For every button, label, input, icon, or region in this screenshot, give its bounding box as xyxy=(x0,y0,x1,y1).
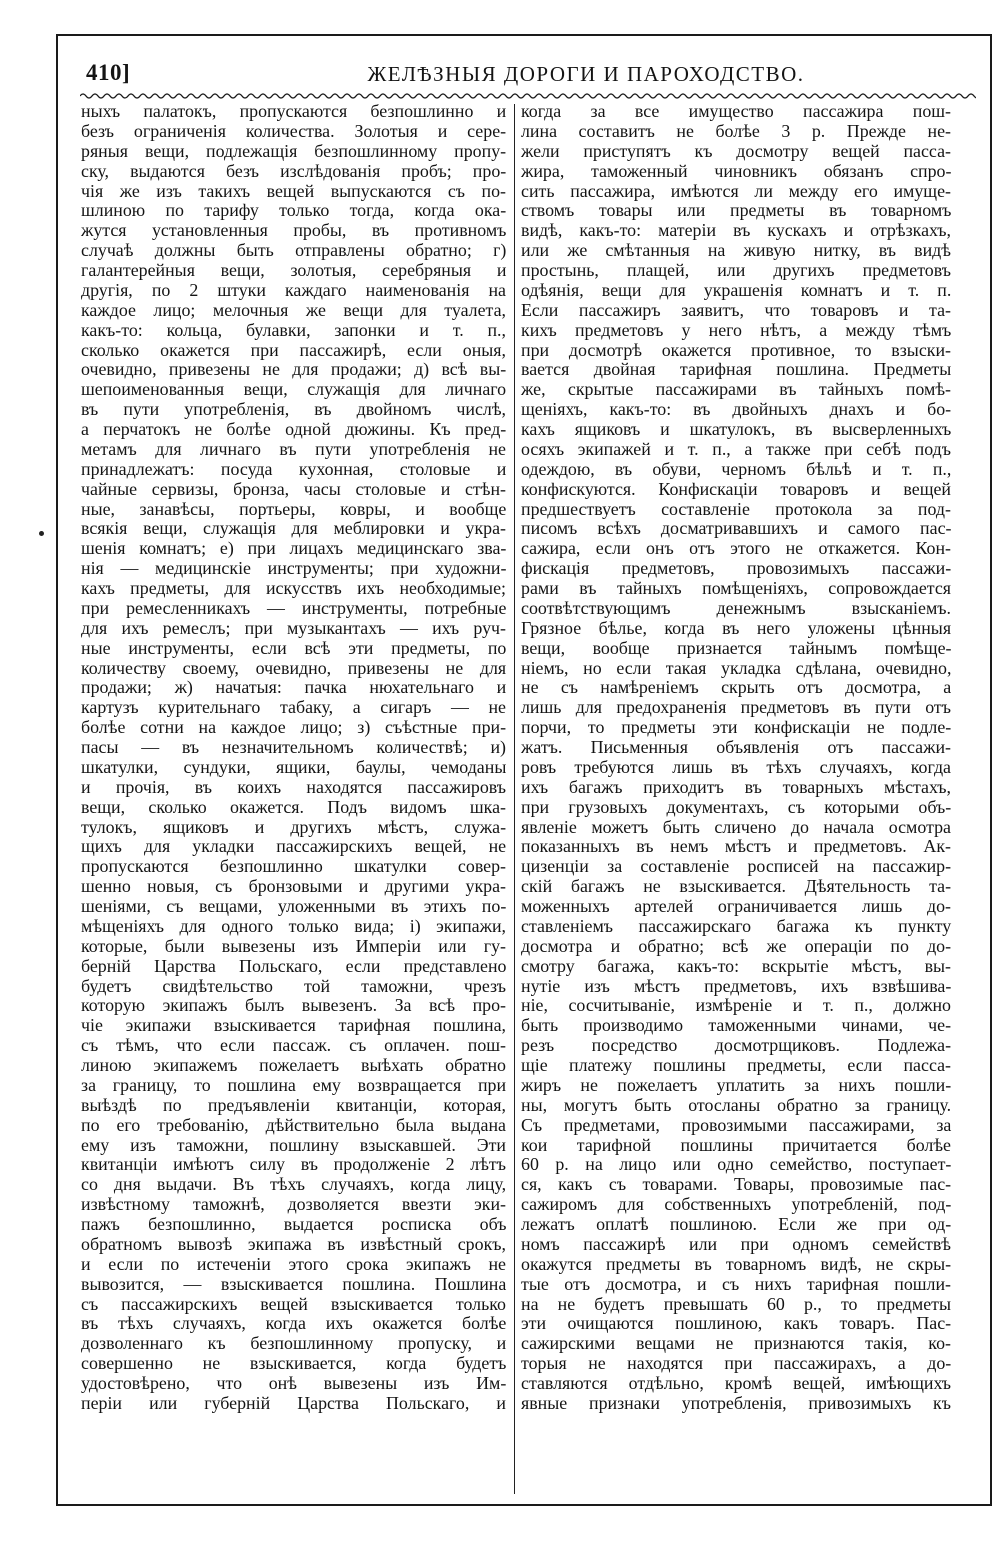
text-line: ніе, сосчитываніе, измѣреніе и т. п., должно xyxy=(521,995,951,1016)
text-line: ску, выдаются безъ изслѣдованія пробъ; про- xyxy=(81,160,507,181)
text-line: одѣянія, вещи для украшенія комнатъ и т. п. xyxy=(521,279,952,300)
text-line: 60 р. на лицо или одно семейство, поступает- xyxy=(521,1154,952,1175)
text-line: скій багажъ не взыскивается. Дѣятельность та- xyxy=(521,876,952,897)
text-line: щіе платежу пошлины предметы, если пасса- xyxy=(521,1055,951,1075)
page-header xyxy=(86,60,976,90)
text-line: берній Царства Польскаго, если представлено xyxy=(81,955,507,976)
text-line: сажира, если онъ отъ этого не откажется. Кон- xyxy=(521,538,951,559)
text-line: шепоименованныя вещи, служащія для личнаго xyxy=(81,379,507,400)
text-line: пропускаются безпошлинно шкатулки совер- xyxy=(81,856,506,877)
text-line: шкатулки, сундуки, ящики, баулы, чемоданы xyxy=(81,756,507,777)
text-line: линою экипажемъ пожелаетъ выѣхать обратно xyxy=(81,1055,506,1075)
text-line: ставленіемъ пассажирскаго багажа къ пункту xyxy=(521,915,952,936)
text-line: жира, таможенный чиновникъ обязанъ спро- xyxy=(521,160,952,181)
text-line: а перчатокъ не болѣе одной дюжины. Къ пред- xyxy=(81,419,507,439)
text-line: явные признаки употребленія, привозимыхъ къ xyxy=(521,1392,951,1413)
text-line: за границу, то пошлина ему возвращается при xyxy=(81,1074,507,1095)
text-line: при грузовыхъ документахъ, съ которыми объ- xyxy=(521,796,952,817)
text-line: жиръ не пожелаетъ уплатить за нихъ пошли- xyxy=(521,1074,952,1095)
text-line: порчи, то предметы эти конфискаціи не подле- xyxy=(521,717,952,738)
text-line: квитанціи имѣютъ силу въ продолженіе 2 лѣтъ xyxy=(81,1154,506,1175)
text-line: болѣе сотни на каждое лицо; з) съѣстные при- xyxy=(81,717,507,738)
text-line: писомъ всѣхъ досматривавшихъ и самого пас- xyxy=(521,518,952,539)
text-line: простынь, плащей, или другихъ предметовъ xyxy=(521,260,951,280)
text-line: количеству своему, очевидно, привезены не для xyxy=(81,657,507,678)
text-line: резъ посредство досмотрщиковъ. Подлежа- xyxy=(521,1035,952,1056)
text-line: номъ пассажирѣ или при одномъ семействѣ xyxy=(521,1233,951,1254)
text-line: картузъ курительнаго табаку, а сигаръ — не xyxy=(81,697,506,718)
text-line: при досмотрѣ окажется противное, то взыски- xyxy=(521,339,951,360)
text-line: шеніями, съ вещами, уложенными въ этихъ по- xyxy=(81,896,507,916)
text-line: вещи, сколько окажется. Подъ видомъ шка- xyxy=(81,796,506,817)
text-line: которые, были вывезены изъ Имперіи или гу- xyxy=(81,935,506,956)
text-line: ны, могутъ быть отосланы обратно за границу. xyxy=(521,1094,952,1115)
text-line: безъ ограниченія количества. Золотыя и сере- xyxy=(81,120,507,141)
text-line: когда за все имущество пассажира пош- xyxy=(521,101,951,121)
text-line: чайные сервизы, бронза, часы столовые и стѣн- xyxy=(81,478,506,499)
right-text-column xyxy=(521,102,951,1414)
text-line: метамъ для личнаго въ пути употребленія не xyxy=(81,438,506,459)
text-line: сажиромъ для собственныхъ употребленій, под- xyxy=(521,1194,952,1215)
text-line: жатъ. Письменныя объявленія отъ пассажи- xyxy=(521,737,951,757)
text-line: ему изъ таможни, пошлину взыскавшей. Эти xyxy=(81,1134,506,1155)
text-line: чія же изъ такихъ вещей выпускаются съ по- xyxy=(81,180,506,201)
text-line: другія, по 2 штуки каждаго наименованія на xyxy=(81,279,506,300)
text-line: пасы — въ незначительномъ количествѣ; и) xyxy=(81,737,506,757)
text-line: обратномъ вывозѣ экипажа въ извѣстный срокъ, xyxy=(81,1233,506,1254)
text-line: соотвѣтствующимъ денежнымъ взысканіемъ. xyxy=(521,597,951,618)
text-line: кахъ ящиковъ и шкатулокъ, въ высверленныхъ xyxy=(521,419,952,439)
text-line: чіе экипажи взыскивается тарифная пошлина, xyxy=(81,1015,506,1036)
text-line: лина составитъ не болѣе 3 р. Прежде не- xyxy=(521,120,951,141)
text-line: лишь для предохраненія предметовъ въ пути отъ xyxy=(521,697,951,718)
text-line: принадлежатъ: посуда кухонная, столовые и xyxy=(81,458,507,479)
text-line: для ихъ ремеслъ; при музыкантахъ — ихъ руч- xyxy=(81,617,506,638)
text-line: ихъ багажъ приходитъ въ товарныхъ мѣстахъ, xyxy=(521,776,951,797)
text-line: со дня выдачи. Въ тѣхъ случаяхъ, когда лицу, xyxy=(81,1174,507,1195)
text-line: щихъ для укладки пассажирскихъ вещей, не xyxy=(81,836,507,857)
text-line: и если по истеченіи этого срока экипажъ не xyxy=(81,1253,506,1274)
text-line: ные инструменты, если всѣ эти предметы, по xyxy=(81,637,507,658)
text-line: галантерейныя вещи, золотыя, серебряныя и xyxy=(81,260,507,280)
text-line: ставляются отдѣльно, кромѣ вещей, имѣющихъ xyxy=(521,1373,951,1393)
text-line: окажутся предметы въ товарномъ видѣ, не скры- xyxy=(521,1253,952,1274)
text-line: ныхъ палатокъ, пропускаются безпошлинно и xyxy=(81,101,507,121)
text-line: же, скрытые пассажирами въ тайныхъ помѣ- xyxy=(521,379,951,400)
text-line: быть производимо таможенными чинами, че- xyxy=(521,1015,952,1036)
text-line: показанныхъ въ немъ мѣстъ и предметовъ. Ак- xyxy=(521,836,951,857)
text-line: явленіе можетъ быть сличено до начала осмотра xyxy=(521,816,951,837)
text-line: совершенно не взыскивается, когда будетъ xyxy=(81,1353,507,1374)
text-line: предшествуетъ составленіе протокола за под- xyxy=(521,498,951,519)
text-line: вается двойная тарифная пошлина. Предметы xyxy=(521,359,952,380)
text-line: сажирскими вещами не признаются такія, ко- xyxy=(521,1333,951,1354)
text-line: періи или губерній Царства Польскаго, и xyxy=(81,1392,506,1413)
text-line: шлиною по тарифу только тогда, когда ока- xyxy=(81,200,507,221)
text-line: досмотра и обратно; всѣ же операціи по до- xyxy=(521,935,952,956)
text-line: Грязное бѣлье, когда въ него уложены цѣнныя xyxy=(521,617,952,638)
text-line: удостовѣрено, что онѣ вывезены изъ Им- xyxy=(81,1373,507,1393)
text-line: съ пассажирскихъ вещей взыскивается только xyxy=(81,1293,506,1314)
text-line: одеждою, въ обуви, черномъ бѣльѣ и т. п., xyxy=(521,458,952,479)
text-line: въ пути употребленія, въ двойномъ числѣ, xyxy=(81,399,507,420)
text-line: и прочія, въ коихъ находятся пассажировъ xyxy=(81,776,507,797)
text-line: ствомъ товары или предметы въ товарномъ xyxy=(521,200,952,221)
text-line: кои тарифной пошлины причитается болѣе xyxy=(521,1134,951,1155)
text-line: шенія комнатъ; е) при лицахъ медицинскаго зва- xyxy=(81,538,507,559)
page-number: 410] xyxy=(86,60,131,85)
text-line: Съ предметами, провозимыми пассажирами, за xyxy=(521,1114,952,1135)
text-line: мѣщеніяхъ для одного только вида; і) экипажи, xyxy=(81,915,506,936)
text-line: шенно новыя, съ бронзовыми и другими укра- xyxy=(81,876,506,897)
text-line: при ремесленникахъ — инструменты, потребные xyxy=(81,597,507,618)
text-line: каждое лицо; мелочныя же вещи для туалета, xyxy=(81,299,506,320)
text-line: тулокъ, ящиковъ и другихъ мѣстъ, служа- xyxy=(81,816,507,837)
text-line: ровъ требуются лишь въ тѣхъ случаяхъ, когда xyxy=(521,756,951,777)
text-line: щеніяхъ, какъ-то: въ двойныхъ днахъ и бо- xyxy=(521,399,952,420)
text-line: осяхъ экипажей и т. п., а также при себѣ подъ xyxy=(521,438,951,459)
column-divider xyxy=(514,104,515,1494)
text-line: нія — медицинскіе инструменты; при художни- xyxy=(81,558,507,579)
text-line: видѣ, какъ-то: матеріи въ кускахъ и отрѣзкахъ, xyxy=(521,220,951,241)
text-line: дозволеннаго къ безпошлинному пропуску, и xyxy=(81,1333,507,1354)
text-line: нутіе изъ мѣстъ предметовъ, ихъ взвѣшива- xyxy=(521,975,952,996)
text-line: какъ-то: кольца, булавки, запонки и т. п., xyxy=(81,319,506,340)
text-line: пажъ безпошлинно, выдается росписка объ xyxy=(81,1214,507,1234)
text-line: тые отъ досмотра, и съ нихъ тарифная пошли- xyxy=(521,1273,951,1294)
text-line: будетъ свидѣтельство той таможни, чрезъ xyxy=(81,975,506,996)
text-line: на не будетъ превышать 60 р., то предметы xyxy=(521,1293,951,1314)
text-line: цизенціи за составленіе росписей на пассажир- xyxy=(521,856,952,877)
running-title: ЖЕЛѢЗНЫЯ ДОРОГИ И ПАРОХОДСТВО. xyxy=(367,62,805,86)
text-line: Если пассажиръ заявитъ, что товаровъ и та- xyxy=(521,299,951,320)
text-line: съ тѣмъ, что если пассаж. съ оплачен. пош- xyxy=(81,1035,506,1056)
text-line: случаѣ должны быть отправлены обратно; г) xyxy=(81,240,507,261)
text-line: не съ намѣреніемъ скрыть отъ досмотра, а xyxy=(521,677,952,698)
text-line: извѣстному таможнѣ, дозволяется ввезти эки- xyxy=(81,1194,506,1215)
text-line: вывозится, — взыскивается пошлина. Пошлина xyxy=(81,1273,507,1294)
text-line: въ тѣхъ случаяхъ, когда ихъ окажется болѣе xyxy=(81,1313,507,1334)
text-line: смотру багажа, какъ-то: вскрытіе мѣстъ, вы- xyxy=(521,955,951,976)
text-line: кихъ предметовъ у него нѣтъ, а между тѣмъ xyxy=(521,319,952,340)
text-line: или же смѣтанныя на живую нитку, въ видѣ xyxy=(521,240,951,261)
text-line: выѣздѣ по предъявленіи квитанціи, которая, xyxy=(81,1094,506,1115)
text-line: ніемъ, но если такая укладка сдѣлана, очевидно, xyxy=(521,657,952,678)
text-line: торыя не находятся при пассажирахъ, а до- xyxy=(521,1353,952,1374)
text-line: конфискуются. Конфискаціи товаровъ и вещей xyxy=(521,478,951,499)
text-line: рами въ тайныхъ помѣщеніяхъ, сопровождается xyxy=(521,578,952,598)
text-line: фискація предметовъ, провозимыхъ пассажи- xyxy=(521,558,952,579)
text-line: очевидно, привезены не для продажи; д) всѣ вы- xyxy=(81,359,507,380)
text-line: сить пассажира, имѣются ли между его имуще- xyxy=(521,180,951,201)
margin-speck xyxy=(39,531,44,536)
text-line: по его требованію, дѣйствительно была выдана xyxy=(81,1114,506,1135)
left-text-column xyxy=(81,102,506,1414)
text-line: которую экипажъ былъ вывезенъ. За всѣ про- xyxy=(81,995,506,1016)
text-line: ные, занавѣсы, портьеры, ковры, и вообще xyxy=(81,498,507,519)
text-line: продажи; ж) начатыя: пачка нюхательнаго и xyxy=(81,677,507,698)
text-line: моженныхъ артелей ограничивается лишь до- xyxy=(521,896,951,916)
text-line: жутся установленныя пробы, въ противномъ xyxy=(81,220,507,241)
wavy-header-rule xyxy=(80,91,976,101)
text-line: жели приступятъ къ досмотру вещей пасса- xyxy=(521,140,951,161)
text-line: эти очищаются пошлиною, какъ товаръ. Пас- xyxy=(521,1313,952,1334)
text-line: лежатъ оплатѣ пошлиною. Если же при од- xyxy=(521,1214,952,1234)
text-line: всякія вещи, служащія для меблировки и укра- xyxy=(81,518,506,539)
text-line: вещи, вообще признается тайнымъ помѣще- xyxy=(521,637,952,658)
text-line: ряныя вещи, подлежащія безпошлинному пропу- xyxy=(81,140,507,161)
text-line: кахъ предметы, для искусствъ ихъ необходимые; xyxy=(81,578,506,598)
text-line: ся, какъ съ товарами. Товары, провозимые пас- xyxy=(521,1174,952,1195)
text-line: сколько окажется при пассажирѣ, если оныя, xyxy=(81,339,506,360)
